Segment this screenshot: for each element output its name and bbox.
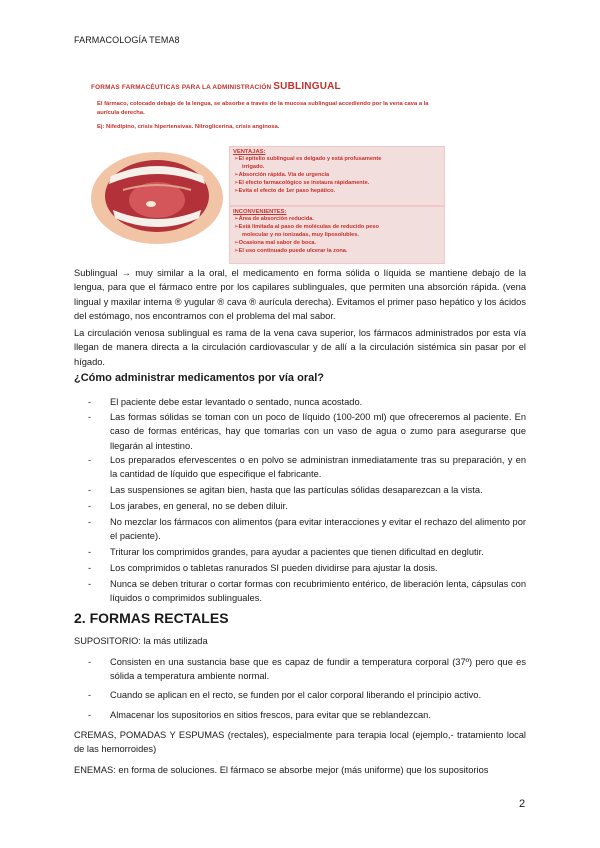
disadvantage-item: ➢El uso continuado puede ulcerar la zona. [234, 248, 348, 254]
list-item: - Los jarabes, en general, no se deben diluir. [88, 501, 288, 511]
page-number: 2 [519, 798, 526, 810]
creams-paragraph: CREMAS, POMADAS Y ESPUMAS (rectales), especialmente para terapia local (ejemplo,- tratamiento local de las hemorroides) [74, 730, 526, 755]
list-item: - Triturar los comprimidos grandes, para ayudar a pacientes que tienen dificultad en deglutir. [88, 547, 484, 557]
enemas-paragraph: ENEMAS: en forma de soluciones. El fármaco se absorbe mejor (más uniforme) que los supositorios [74, 765, 489, 775]
disadvantage-item: ➢Está limitada al paso de moléculas de reducido peso [234, 224, 379, 230]
advantages-title: VENTAJAS: [233, 149, 266, 155]
sublingual-figure [87, 78, 446, 263]
figure-description: El fármaco, colocado debajo de la lengua, se absorbe a través de la mucosa sublingual accediendo por la vena cava a la aurícula derecha. [97, 101, 429, 116]
open-mouth-illustration [87, 146, 227, 246]
advantage-item: ➢El epitelio sublingual es delgado y está profusamente [234, 156, 382, 162]
list-item: - Almacenar los supositorios en sitios frescos, para evitar que se reblandezcan. [88, 710, 431, 720]
list-item: - No mezclar los fármacos con alimentos (para evitar interacciones y evitar el rechazo del alimento por el paciente). [88, 517, 526, 542]
disadvantages-title: INCONVENIENTES: [233, 209, 287, 215]
list-item: - Las suspensiones se agitan bien, hasta que las partículas sólidas desaparezcan a la vista. [88, 485, 483, 495]
advantage-item: ➢Absorción rápida. Vía de urgencia [234, 172, 330, 178]
oral-heading: ¿Cómo administrar medicamentos por vía oral? [74, 372, 325, 384]
list-item: - Los comprimidos o tabletas ranurados SI pueden dividirse para ajustar la dosis. [88, 563, 438, 573]
list-item: - Cuando se aplican en el recto, se funden por el calor corporal liberando el principio activo. [88, 690, 482, 700]
list-item: - Consisten en una sustancia base que es capaz de fundir a temperatura corporal (37º) pero que es sólida a temperatura ambiente normal. [88, 657, 526, 682]
advantages-box [229, 146, 445, 206]
figure-title: FORMAS FARMACÉUTICAS PARA LA ADMINISTRACIÓN SUBLINGUAL [91, 81, 341, 92]
disadvantage-item: ➢Área de absorción reducida. [234, 216, 314, 222]
sublingual-paragraph: Sublingual → muy similar a la oral, el medicamento en forma sólida o líquida se mantiene debajo de la lengua, para que el fármaco entre por los capilares sublinguales, que permiten una absorción rápida. (vena lingual y maxilar interna ® yugular ® cava ® aurícula derecha). Evitamos el primer paso hepático y los ácidos del estómago, nos encontramos con el problema del mal sabor. [74, 268, 526, 321]
advantage-item: ➢Evita el efecto de 1er paso hepático. [234, 188, 336, 194]
section-heading-rectal: 2. FORMAS RECTALES [74, 610, 229, 626]
page-header: FARMACOLOGÍA TEMA8 [74, 35, 180, 45]
suppository-intro: SUPOSITORIO: la más utilizada [74, 636, 208, 646]
list-item: - Nunca se deben triturar o cortar formas con recubrimiento entérico, de liberación lenta, cápsulas con líquidos o comprimidos sublinguales. [88, 579, 526, 604]
disadvantage-item: molecular y no ionizadas, muy liposolubles. [242, 232, 359, 238]
disadvantage-item: ➢Ocasiona mal sabor de boca. [234, 240, 317, 246]
advantage-item: irrigado. [242, 164, 265, 170]
disadvantages-box [229, 206, 445, 264]
figure-example: Ej: Nifedipino, crisis hipertensivas. Nitroglicerina, crisis anginosa. [97, 124, 280, 130]
list-item: - El paciente debe estar levantado o sentado, nunca acostado. [88, 397, 363, 407]
figure-title-strong: SUBLINGUAL [273, 81, 341, 92]
circulation-paragraph: La circulación venosa sublingual es rama de la vena cava superior, los fármacos administrados por esta vía llegan de manera directa a la circulación cardiovascular y de allí a la circulación sistémica sin pasar por el hígado. [74, 328, 526, 367]
advantage-item: ➢El efecto farmacológico se instaura rápidamente. [234, 180, 370, 186]
list-item: - Los preparados efervescentes o en polvo se administran inmediatamente tras su preparación, y en la cantidad de líquido que especifique el fabricante. [88, 455, 526, 480]
list-item: - Las formas sólidas se toman con un poco de líquido (100-200 ml) que ofreceremos al paciente. En caso de formas entéricas, hay que tomarlas con un vaso de agua o zumo para asegurarse que llegarán al intestino. [88, 412, 526, 451]
